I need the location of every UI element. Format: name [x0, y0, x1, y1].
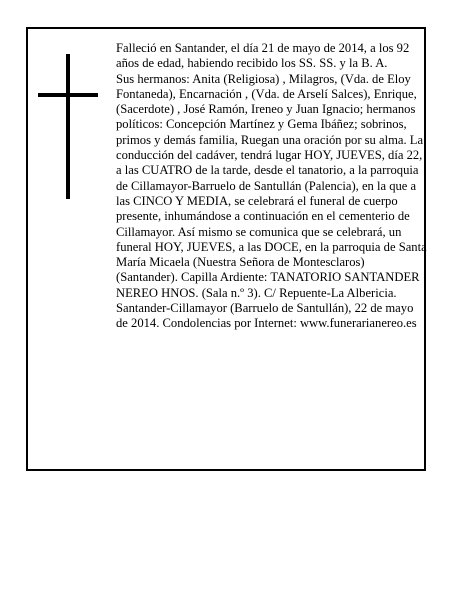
- cross-horizontal-bar: [38, 93, 98, 97]
- obituary-text: [116, 41, 428, 332]
- cross-vertical-bar: [66, 54, 70, 199]
- obituary-notice-frame: [26, 27, 426, 471]
- obituary-paragraph-place-date-condolences: Santander-Cillamayor (Barruelo de Santullán), 22 de mayo de 2014. Condolencias por Internet: www.funerarianereo.es: [116, 301, 417, 331]
- latin-cross-icon: [38, 54, 98, 199]
- obituary-paragraph-family-and-services: Sus hermanos: Anita (Religiosa) , Milagros, (Vda. de Eloy Fontaneda), Encarnación , (Vda. de Arselí Salces), Enrique, (Sacerdote) , José Ramón, Ireneo y Juan Ignacio; hermanos políticos: Concepción Martínez y Gema Ibáñez; sobrinos, primos y demás familia, Ruegan una oración por su alma. La conducción del cadáver, tendrá lugar HOY, JUEVES, día 22, a las CUATRO de la tarde, desde el tanatorio, a la parroquia de Cillamayor-Barruelo de Santullán (Palencia), en la que a las CINCO Y MEDIA, se celebrará el funeral de cuerpo presente, inhumándose a continuación en el cementerio de Cillamayor. Así mismo se comunica que se celebrará, un funeral HOY, JUEVES, a las DOCE, en la parroquia de Santa María Micaela (Nuestra Señora de Montesclaros) (Santander). Capilla Ardiente: TANATORIO SANTANDER NEREO HNOS. (Sala n.º 3). C/ Repuente-La Albericia.: [116, 71, 427, 300]
- obituary-paragraph-death: Falleció en Santander, el día 21 de mayo de 2014, a los 92 años de edad, habiendo recibido los SS. SS. y la B. A.: [116, 41, 410, 71]
